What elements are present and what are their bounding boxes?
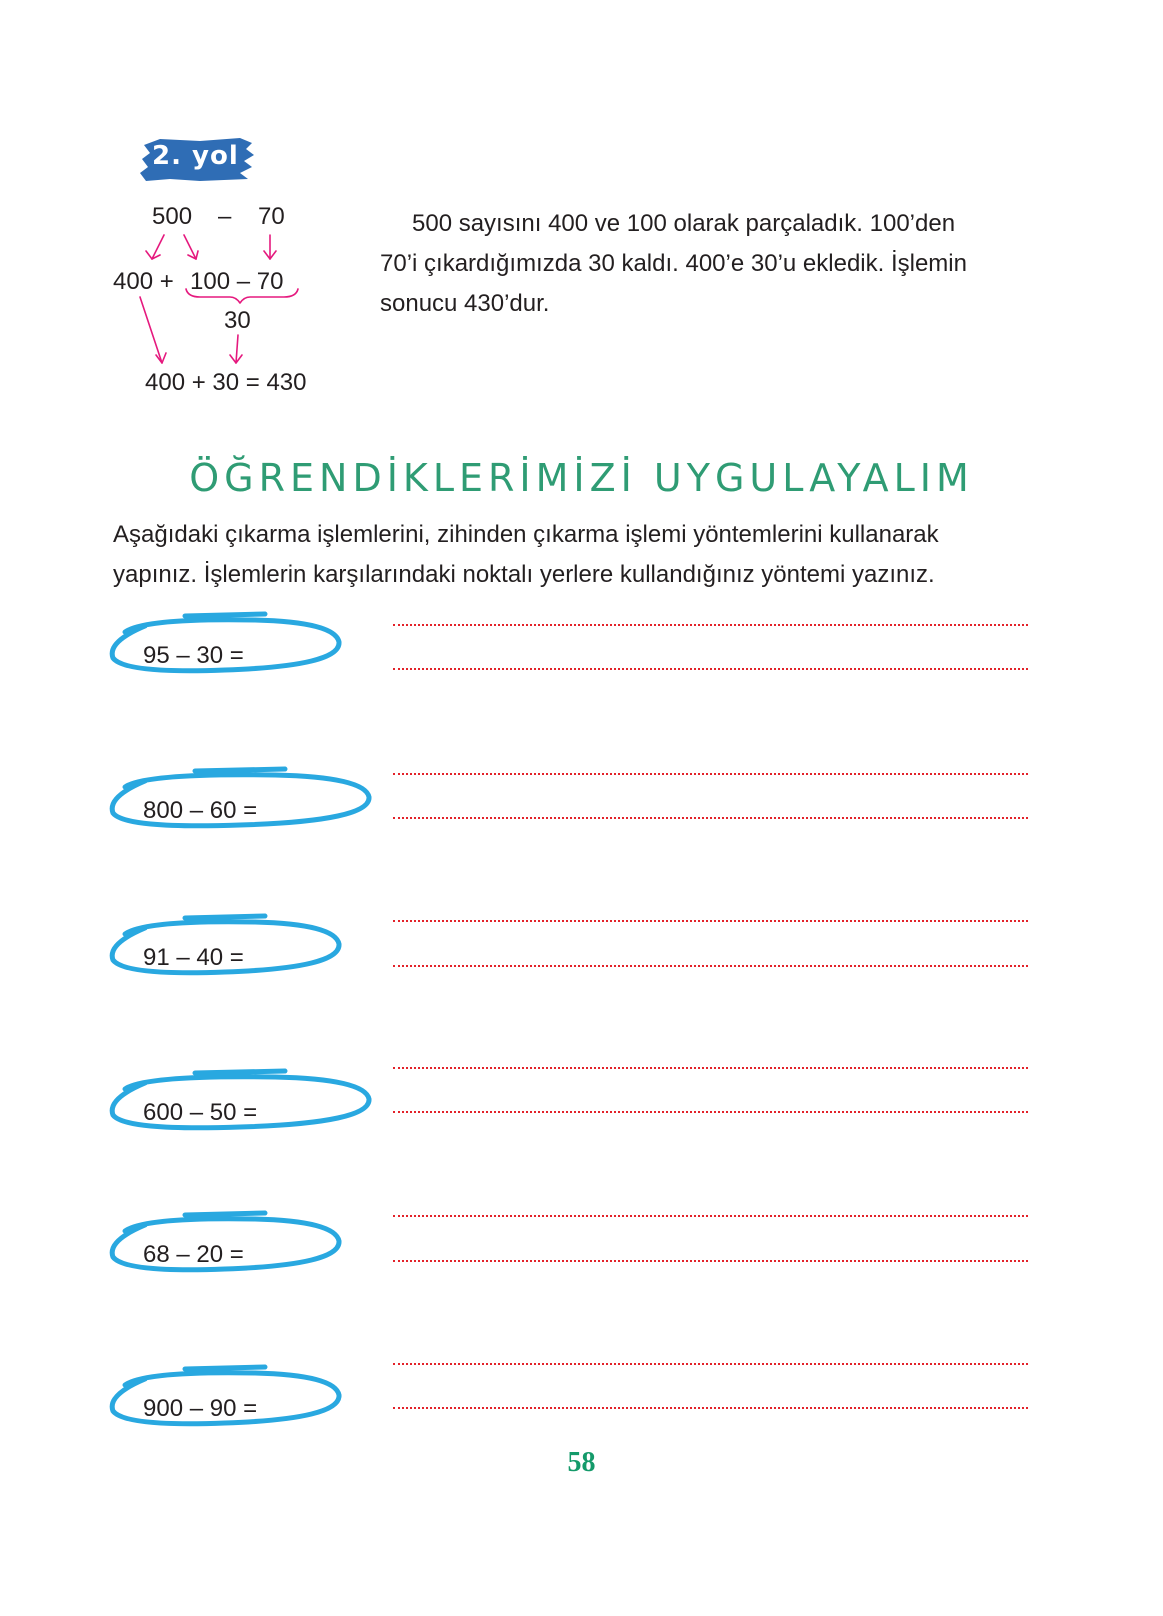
decomposition-diagram bbox=[100, 195, 370, 410]
exercise-row bbox=[105, 610, 1045, 700]
answer-line[interactable] bbox=[393, 624, 1028, 626]
exercise-row bbox=[105, 912, 1045, 1002]
diagram-100-minus-70: 100 – 70 bbox=[190, 268, 284, 295]
method-badge bbox=[140, 135, 255, 183]
answer-line[interactable] bbox=[393, 668, 1028, 670]
answer-line[interactable] bbox=[393, 1407, 1028, 1409]
exercise-expression: 95 – 30 = bbox=[143, 642, 244, 669]
instruction-line-2: yapınız. İşlemlerin karşılarındaki noktalı yerlere kullandığınız yöntemi yazınız. bbox=[113, 561, 935, 588]
exercise-row bbox=[105, 1067, 1045, 1157]
answer-line[interactable] bbox=[393, 1363, 1028, 1365]
answer-line[interactable] bbox=[393, 1260, 1028, 1262]
section-heading: ÖĞRENDİKLERİMİZİ UYGULAYALIM bbox=[189, 456, 974, 500]
diagram-500: 500 bbox=[152, 203, 193, 230]
answer-line[interactable] bbox=[393, 817, 1028, 819]
diagram-arrows bbox=[100, 195, 370, 410]
explanation-line-3: sonucu 430’dur. bbox=[380, 290, 550, 317]
explanation-line-2: 70’i çıkardığımızda 30 kaldı. 400’e 30’u ekledik. İşlemin bbox=[380, 250, 967, 277]
answer-line[interactable] bbox=[393, 1067, 1028, 1069]
explanation-line-1: 500 sayısını 400 ve 100 olarak parçaladık. 100’den bbox=[412, 210, 956, 237]
exercise-row bbox=[105, 765, 1045, 855]
instruction-paragraph bbox=[113, 515, 1043, 595]
exercise-row bbox=[105, 1363, 1045, 1453]
answer-line[interactable] bbox=[393, 1111, 1028, 1113]
arrow-icon bbox=[140, 297, 162, 363]
page-number: 58 bbox=[567, 1447, 596, 1478]
exercise-expression: 91 – 40 = bbox=[143, 944, 244, 971]
exercise-expression: 68 – 20 = bbox=[143, 1241, 244, 1268]
explanation-paragraph bbox=[380, 204, 1040, 324]
badge-label: 2. yol bbox=[152, 141, 239, 171]
answer-line[interactable] bbox=[393, 773, 1028, 775]
diagram-result: 400 + 30 = 430 bbox=[145, 369, 307, 396]
answer-line[interactable] bbox=[393, 920, 1028, 922]
diagram-400-plus: 400 + bbox=[113, 268, 174, 295]
exercise-expression: 800 – 60 = bbox=[143, 797, 258, 824]
exercise-row bbox=[105, 1209, 1045, 1299]
diagram-70: 70 bbox=[258, 203, 285, 230]
answer-line[interactable] bbox=[393, 965, 1028, 967]
instruction-line-1: Aşağıdaki çıkarma işlemlerini, zihinden çıkarma işlemi yöntemlerini kullanarak bbox=[113, 521, 939, 548]
exercise-expression: 600 – 50 = bbox=[143, 1099, 258, 1126]
answer-line[interactable] bbox=[393, 1215, 1028, 1217]
diagram-30: 30 bbox=[224, 307, 251, 334]
exercise-expression: 900 – 90 = bbox=[143, 1395, 258, 1422]
arrow-icon bbox=[236, 335, 238, 363]
brace-icon bbox=[186, 289, 298, 303]
diagram-minus: – bbox=[218, 203, 232, 230]
